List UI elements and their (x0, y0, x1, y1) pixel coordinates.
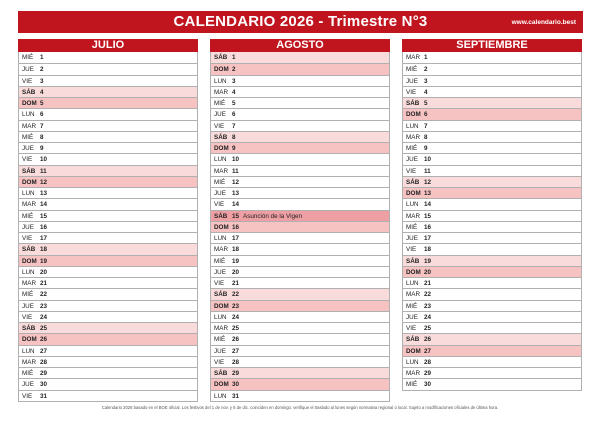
month-header: AGOSTO (210, 39, 390, 52)
day-number: 11 (40, 167, 47, 175)
day-number: 2 (424, 66, 428, 74)
weekday-label: MAR (22, 280, 36, 287)
day-row (211, 131, 389, 142)
day-number: 8 (424, 133, 428, 141)
day-row (19, 232, 197, 243)
weekday-label: MIÉ (406, 66, 418, 74)
weekday-label: VIE (214, 280, 225, 287)
day-row (19, 75, 197, 86)
weekday-label: SÁB (22, 88, 36, 96)
day-row (403, 210, 581, 221)
day-row (211, 52, 389, 63)
weekday-label: SÁB (406, 100, 420, 107)
weekday-label: LUN (406, 201, 419, 209)
weekday-label: MIÉ (22, 133, 34, 141)
day-number: 8 (232, 133, 236, 141)
day-number: 7 (232, 122, 236, 130)
day-number: 3 (40, 77, 44, 85)
day-row (211, 333, 389, 344)
weekday-label: SÁB (22, 246, 36, 254)
day-row (19, 210, 197, 221)
day-number: 10 (424, 156, 432, 164)
day-row (19, 345, 197, 356)
day-row (403, 108, 581, 119)
weekday-label: VIE (22, 156, 33, 164)
day-row (19, 142, 197, 153)
day-row (211, 63, 389, 74)
day-number: 23 (40, 302, 48, 310)
weekday-label: MAR (406, 212, 420, 220)
day-row (403, 333, 581, 344)
day-number: 28 (232, 358, 240, 366)
day-number: 3 (232, 77, 236, 85)
weekday-label: SÁB (406, 257, 420, 265)
weekday-label: SÁB (22, 325, 36, 332)
weekday-label: LUN (22, 111, 35, 119)
day-number: 27 (232, 347, 240, 355)
weekday-label: MIÉ (214, 257, 226, 265)
weekday-label: MAR (406, 370, 420, 377)
day-number: 6 (424, 111, 428, 119)
day-number: 13 (424, 190, 432, 197)
day-number: 11 (424, 167, 431, 175)
weekday-label: LUN (22, 190, 35, 197)
weekday-label: VIE (214, 201, 225, 209)
day-row (211, 390, 389, 401)
day-row (19, 120, 197, 131)
day-row (211, 255, 389, 266)
weekday-label: LUN (22, 268, 35, 276)
day-row (403, 300, 581, 311)
weekday-label: MIÉ (406, 381, 418, 389)
day-row (403, 221, 581, 232)
weekday-label: SÁB (22, 167, 36, 175)
day-row (211, 378, 389, 389)
day-row (19, 86, 197, 97)
weekday-label: MIÉ (22, 54, 34, 61)
day-number: 1 (232, 54, 236, 61)
weekday-label: DOM (406, 111, 421, 119)
day-number: 27 (424, 347, 432, 355)
weekday-label: VIE (406, 167, 417, 175)
weekday-label: VIE (22, 313, 33, 321)
month-header: JULIO (18, 39, 198, 52)
day-row (403, 176, 581, 187)
day-number: 5 (424, 100, 428, 107)
day-number: 17 (40, 235, 48, 242)
day-number: 24 (424, 313, 432, 321)
weekday-label: MAR (214, 246, 228, 254)
weekday-label: MIÉ (214, 336, 226, 344)
day-row (403, 243, 581, 254)
days-list (402, 52, 582, 391)
day-number: 30 (40, 381, 48, 389)
day-number: 28 (424, 358, 432, 366)
day-number: 1 (40, 54, 44, 61)
weekday-label: LUN (214, 235, 227, 242)
day-row (403, 255, 581, 266)
day-number: 15 (424, 212, 432, 220)
weekday-label: MIÉ (22, 212, 34, 220)
day-row (211, 311, 389, 322)
day-row (19, 300, 197, 311)
day-row (211, 153, 389, 164)
weekday-label: LUN (214, 77, 227, 85)
weekday-label: MIÉ (406, 223, 418, 231)
day-row (19, 311, 197, 322)
day-number: 16 (424, 223, 432, 231)
day-number: 19 (424, 257, 432, 265)
day-row (211, 356, 389, 367)
day-number: 21 (424, 280, 432, 287)
day-number: 7 (424, 122, 428, 130)
weekday-label: SÁB (214, 370, 228, 377)
weekday-label: MIÉ (22, 370, 34, 377)
month-column-september (402, 39, 582, 391)
day-row (403, 288, 581, 299)
day-row (211, 232, 389, 243)
weekday-label: VIE (22, 235, 33, 242)
weekday-label: SÁB (214, 133, 228, 141)
holiday-label: Asunción de la Vigen (243, 212, 303, 220)
weekday-label: MAR (406, 54, 420, 61)
day-number: 9 (40, 145, 44, 152)
day-row (403, 153, 581, 164)
weekday-label: LUN (22, 347, 35, 355)
day-row (19, 165, 197, 176)
day-row (19, 108, 197, 119)
day-row (403, 75, 581, 86)
day-row (403, 378, 581, 389)
day-row (19, 322, 197, 333)
day-row (211, 120, 389, 131)
day-row (403, 131, 581, 142)
weekday-label: JUE (22, 66, 34, 74)
day-number: 7 (40, 122, 44, 130)
weekday-label: DOM (406, 190, 421, 197)
weekday-label: MIÉ (22, 291, 34, 299)
day-number: 25 (232, 325, 240, 332)
day-number: 4 (232, 88, 236, 96)
day-number: 21 (40, 280, 48, 287)
day-number: 29 (424, 370, 432, 377)
weekday-label: VIE (22, 77, 33, 85)
day-row (211, 266, 389, 277)
weekday-label: MAR (406, 291, 420, 299)
weekday-label: JUE (406, 77, 418, 85)
day-number: 29 (40, 370, 48, 377)
day-row (211, 108, 389, 119)
weekday-label: LUN (214, 156, 227, 164)
day-row (19, 198, 197, 209)
weekday-label: LUN (214, 313, 227, 321)
day-number: 25 (40, 325, 48, 332)
day-row (19, 187, 197, 198)
day-number: 20 (232, 268, 240, 276)
day-number: 28 (40, 358, 48, 366)
day-row (19, 52, 197, 63)
day-number: 24 (40, 313, 48, 321)
month-column-august (210, 39, 390, 402)
day-number: 12 (40, 178, 48, 186)
day-row (403, 63, 581, 74)
weekday-label: MAR (214, 325, 228, 332)
weekday-label: LUN (214, 392, 227, 400)
day-number: 17 (424, 235, 432, 242)
weekday-label: MAR (406, 133, 420, 141)
day-number: 6 (40, 111, 44, 119)
weekday-label: JUE (406, 156, 418, 164)
weekday-label: JUE (214, 347, 226, 355)
day-number: 14 (424, 201, 432, 209)
day-row (403, 356, 581, 367)
day-row (19, 378, 197, 389)
day-number: 17 (232, 235, 240, 242)
weekday-label: SÁB (406, 178, 420, 186)
weekday-label: VIE (406, 246, 417, 254)
day-row (211, 75, 389, 86)
day-row (211, 176, 389, 187)
month-header: SEPTIEMBRE (402, 39, 582, 52)
day-number: 18 (40, 246, 48, 254)
weekday-label: MIÉ (214, 178, 226, 186)
day-row (403, 367, 581, 378)
weekday-label: JUE (22, 223, 34, 231)
day-row (19, 255, 197, 266)
day-number: 15 (232, 212, 240, 220)
weekday-label: LUN (406, 280, 419, 287)
weekday-label: DOM (214, 66, 229, 74)
day-number: 22 (424, 291, 432, 299)
day-row (211, 187, 389, 198)
day-number: 25 (424, 325, 432, 332)
day-number: 1 (424, 54, 428, 61)
weekday-label: MIÉ (406, 302, 418, 310)
day-number: 15 (40, 212, 48, 220)
day-row (403, 266, 581, 277)
weekday-label: JUE (214, 190, 226, 197)
day-number: 11 (232, 167, 239, 175)
day-number: 22 (40, 291, 48, 299)
weekday-label: MIÉ (214, 100, 226, 107)
weekday-label: MAR (214, 88, 228, 96)
day-number: 26 (232, 336, 240, 344)
day-row (211, 198, 389, 209)
day-number: 19 (232, 257, 240, 265)
day-row (211, 288, 389, 299)
footer-note: Calendario 2026 basado en el BOE oficial. Los festivos del 1 de nov. y 6 de dic. coinciden en domingo: verifique el traslado al lunes según normativa regional o local. Sujeto a modificaciones oficiales de última hora. (101, 405, 499, 410)
weekday-label: VIE (406, 88, 417, 96)
day-number: 16 (40, 223, 48, 231)
day-row (211, 210, 389, 221)
weekday-label: SÁB (214, 212, 228, 220)
weekday-label: JUE (406, 235, 418, 242)
weekday-label: VIE (214, 358, 225, 366)
day-row (403, 120, 581, 131)
day-number: 2 (40, 66, 44, 74)
days-list (210, 52, 390, 402)
day-row (211, 300, 389, 311)
weekday-label: LUN (406, 122, 419, 130)
days-list (18, 52, 198, 402)
weekday-label: JUE (214, 111, 226, 119)
day-number: 12 (232, 178, 240, 186)
day-number: 14 (40, 201, 48, 209)
day-row (403, 165, 581, 176)
day-number: 8 (40, 133, 44, 141)
day-row (19, 266, 197, 277)
day-number: 18 (424, 246, 432, 254)
weekday-label: SÁB (406, 336, 420, 344)
website-label: www.calendario.best (511, 19, 576, 26)
day-number: 9 (232, 145, 236, 152)
day-number: 22 (232, 291, 240, 299)
weekday-label: JUE (22, 381, 34, 389)
day-number: 27 (40, 347, 48, 355)
day-row (19, 63, 197, 74)
day-row (19, 277, 197, 288)
day-row (211, 165, 389, 176)
day-row (19, 221, 197, 232)
day-number: 13 (40, 190, 48, 197)
day-number: 20 (40, 268, 48, 276)
weekday-label: SÁB (214, 54, 228, 61)
day-row (403, 86, 581, 97)
day-row (19, 243, 197, 254)
day-row (403, 277, 581, 288)
day-row (403, 232, 581, 243)
weekday-label: DOM (214, 145, 229, 152)
day-number: 3 (424, 77, 428, 85)
day-number: 30 (424, 381, 432, 389)
weekday-label: JUE (214, 268, 226, 276)
day-row (19, 367, 197, 378)
day-row (211, 142, 389, 153)
day-row (403, 322, 581, 333)
day-row (403, 187, 581, 198)
weekday-label: DOM (214, 302, 229, 310)
calendar-header (18, 11, 583, 33)
day-row (211, 243, 389, 254)
day-row (211, 345, 389, 356)
day-number: 29 (232, 370, 240, 377)
day-number: 26 (40, 336, 48, 344)
weekday-label: MAR (22, 358, 36, 366)
day-row (403, 345, 581, 356)
weekday-label: DOM (22, 336, 37, 344)
day-row (19, 288, 197, 299)
weekday-label: JUE (22, 145, 34, 152)
day-number: 12 (424, 178, 432, 186)
day-number: 16 (232, 223, 240, 231)
weekday-label: VIE (22, 392, 33, 400)
page-title: CALENDARIO 2026 - Trimestre N°3 (173, 13, 428, 30)
day-row (403, 311, 581, 322)
day-row (211, 86, 389, 97)
day-number: 5 (40, 100, 44, 107)
day-number: 24 (232, 313, 240, 321)
day-number: 14 (232, 201, 240, 209)
weekday-label: JUE (406, 313, 418, 321)
weekday-label: DOM (22, 178, 37, 186)
day-number: 20 (424, 268, 432, 276)
weekday-label: MAR (214, 167, 228, 175)
weekday-label: MAR (22, 122, 36, 130)
day-number: 10 (40, 156, 48, 164)
day-row (19, 131, 197, 142)
day-number: 31 (40, 392, 48, 400)
day-row (19, 153, 197, 164)
weekday-label: DOM (22, 257, 37, 265)
day-row (211, 221, 389, 232)
weekday-label: DOM (214, 223, 229, 231)
day-number: 13 (232, 190, 240, 197)
weekday-label: MIÉ (406, 145, 418, 152)
day-row (19, 333, 197, 344)
weekday-label: VIE (406, 325, 417, 332)
day-number: 19 (40, 257, 48, 265)
month-column-july (18, 39, 198, 402)
day-number: 5 (232, 100, 236, 107)
day-row (403, 52, 581, 63)
day-row (211, 367, 389, 378)
day-number: 21 (232, 280, 240, 287)
day-row (211, 277, 389, 288)
weekday-label: LUN (406, 358, 419, 366)
weekday-label: MAR (22, 201, 36, 209)
day-number: 23 (424, 302, 432, 310)
day-row (211, 97, 389, 108)
day-row (403, 198, 581, 209)
day-number: 4 (40, 88, 44, 96)
day-number: 2 (232, 66, 236, 74)
weekday-label: VIE (214, 122, 225, 130)
weekday-label: SÁB (214, 291, 228, 299)
day-number: 10 (232, 156, 240, 164)
day-number: 30 (232, 381, 240, 389)
day-number: 4 (424, 88, 428, 96)
day-number: 6 (232, 111, 236, 119)
day-number: 9 (424, 145, 428, 152)
day-number: 26 (424, 336, 432, 344)
day-number: 18 (232, 246, 240, 254)
day-row (211, 322, 389, 333)
day-row (403, 97, 581, 108)
day-row (403, 142, 581, 153)
weekday-label: DOM (406, 268, 421, 276)
day-row (19, 356, 197, 367)
day-number: 31 (232, 392, 240, 400)
day-row (19, 176, 197, 187)
day-row (19, 97, 197, 108)
weekday-label: DOM (22, 100, 37, 107)
weekday-label: DOM (214, 381, 229, 389)
weekday-label: JUE (22, 302, 34, 310)
day-row (19, 390, 197, 401)
weekday-label: DOM (406, 347, 421, 355)
day-number: 23 (232, 302, 240, 310)
